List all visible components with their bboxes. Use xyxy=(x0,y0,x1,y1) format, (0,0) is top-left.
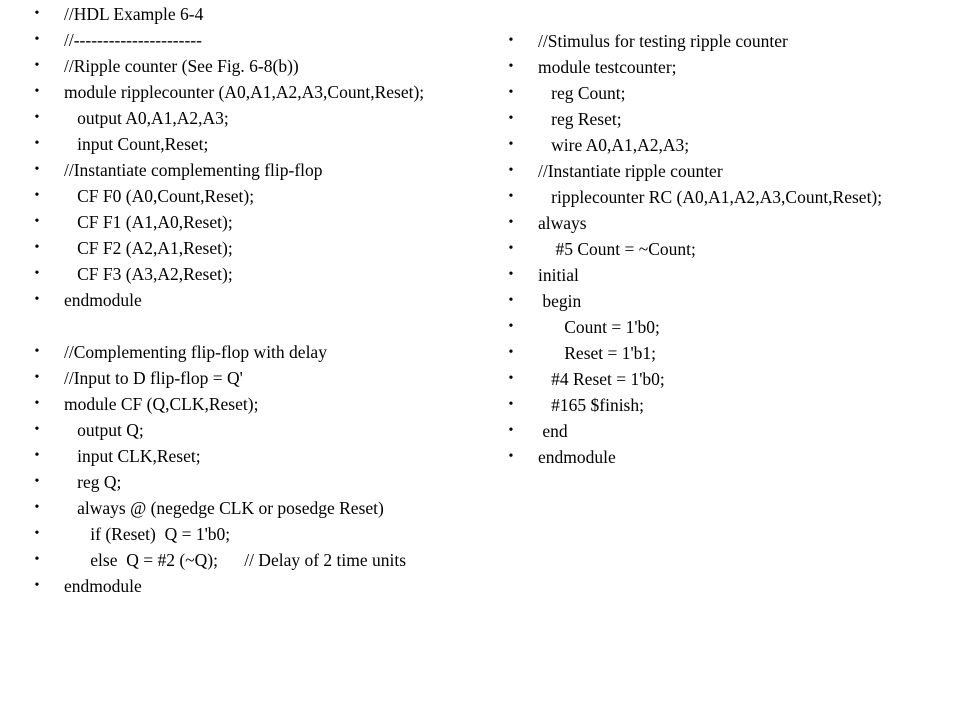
bullet-icon: • xyxy=(508,163,514,178)
list-item: • reg Count; xyxy=(504,83,924,103)
bullet-icon: • xyxy=(34,6,40,21)
bullet-icon: • xyxy=(34,500,40,515)
bullet-icon: • xyxy=(34,552,40,567)
right-code-list xyxy=(504,28,924,467)
bullet-icon: • xyxy=(34,162,40,177)
bullet-icon: • xyxy=(508,267,514,282)
list-item: • Count = 1'b0; xyxy=(504,317,924,337)
bullet-icon: • xyxy=(508,241,514,256)
list-item: • #165 $finish; xyxy=(504,395,924,415)
list-item: • output Q; xyxy=(30,420,470,440)
bullet-icon: • xyxy=(508,345,514,360)
list-item: • input Count,Reset; xyxy=(30,134,470,154)
bullet-icon: • xyxy=(34,344,40,359)
bullet-icon: • xyxy=(34,188,40,203)
bullet-icon: • xyxy=(508,449,514,464)
bullet-icon: • xyxy=(34,292,40,307)
list-item: • //HDL Example 6-4 xyxy=(30,4,470,24)
list-item: • input CLK,Reset; xyxy=(30,446,470,466)
list-item: • module ripplecounter (A0,A1,A2,A3,Count,Reset); xyxy=(30,82,470,102)
bullet-icon: • xyxy=(34,214,40,229)
bullet-icon: • xyxy=(34,422,40,437)
left-code-list xyxy=(30,0,470,596)
bullet-icon: • xyxy=(34,396,40,411)
bullet-icon: • xyxy=(34,58,40,73)
bullet-icon: • xyxy=(508,85,514,100)
list-item: • Reset = 1'b1; xyxy=(504,343,924,363)
list-item: • else Q = #2 (~Q); // Delay of 2 time units xyxy=(30,550,470,570)
list-item: • endmodule xyxy=(30,576,470,596)
list-item: • wire A0,A1,A2,A3; xyxy=(504,135,924,155)
bullet-icon: • xyxy=(34,578,40,593)
bullet-icon: • xyxy=(508,423,514,438)
list-item: • //---------------------- xyxy=(30,30,470,50)
list-item: • #4 Reset = 1'b0; xyxy=(504,369,924,389)
list-item: • //Input to D flip-flop = Q' xyxy=(30,368,470,388)
list-item: • //Stimulus for testing ripple counter xyxy=(504,31,924,51)
bullet-icon: • xyxy=(34,136,40,151)
list-item: • end xyxy=(504,421,924,441)
list-item: • CF F1 (A1,A0,Reset); xyxy=(30,212,470,232)
list-item: • CF F2 (A2,A1,Reset); xyxy=(30,238,470,258)
list-item: • ripplecounter RC (A0,A1,A2,A3,Count,Reset); xyxy=(504,187,924,207)
bullet-icon: • xyxy=(34,110,40,125)
bullet-icon: • xyxy=(508,33,514,48)
bullet-icon: • xyxy=(508,319,514,334)
bullet-icon: • xyxy=(34,474,40,489)
bullet-icon: • xyxy=(508,111,514,126)
list-item: • //Instantiate ripple counter xyxy=(504,161,924,181)
list-item: • reg Reset; xyxy=(504,109,924,129)
list-item: • begin xyxy=(504,291,924,311)
bullet-icon: • xyxy=(508,293,514,308)
list-item: • //Ripple counter (See Fig. 6-8(b)) xyxy=(30,56,470,76)
list-item: • CF F3 (A3,A2,Reset); xyxy=(30,264,470,284)
list-item: • //Complementing flip-flop with delay xyxy=(30,342,470,362)
list-item: • output A0,A1,A2,A3; xyxy=(30,108,470,128)
bullet-icon: • xyxy=(508,215,514,230)
bullet-icon: • xyxy=(34,370,40,385)
list-item: • if (Reset) Q = 1'b0; xyxy=(30,524,470,544)
bullet-icon: • xyxy=(508,371,514,386)
list-item: • module CF (Q,CLK,Reset); xyxy=(30,394,470,414)
list-item: • always xyxy=(504,213,924,233)
list-item: • endmodule xyxy=(30,290,470,310)
bullet-icon: • xyxy=(34,84,40,99)
bullet-icon: • xyxy=(34,266,40,281)
list-item: • always @ (negedge CLK or posedge Reset) xyxy=(30,498,470,518)
bullet-icon: • xyxy=(508,59,514,74)
list-item: • initial xyxy=(504,265,924,285)
list-item: • endmodule xyxy=(504,447,924,467)
bullet-icon: • xyxy=(34,526,40,541)
list-item: • #5 Count = ~Count; xyxy=(504,239,924,259)
list-item: • reg Q; xyxy=(30,472,470,492)
bullet-icon: • xyxy=(508,137,514,152)
list-item: • //Instantiate complementing flip-flop xyxy=(30,160,470,180)
bullet-icon: • xyxy=(34,32,40,47)
bullet-icon: • xyxy=(508,189,514,204)
bullet-icon: • xyxy=(508,397,514,412)
bullet-icon: • xyxy=(34,448,40,463)
list-item: • CF F0 (A0,Count,Reset); xyxy=(30,186,470,206)
list-item: • module testcounter; xyxy=(504,57,924,77)
bullet-icon: • xyxy=(34,240,40,255)
